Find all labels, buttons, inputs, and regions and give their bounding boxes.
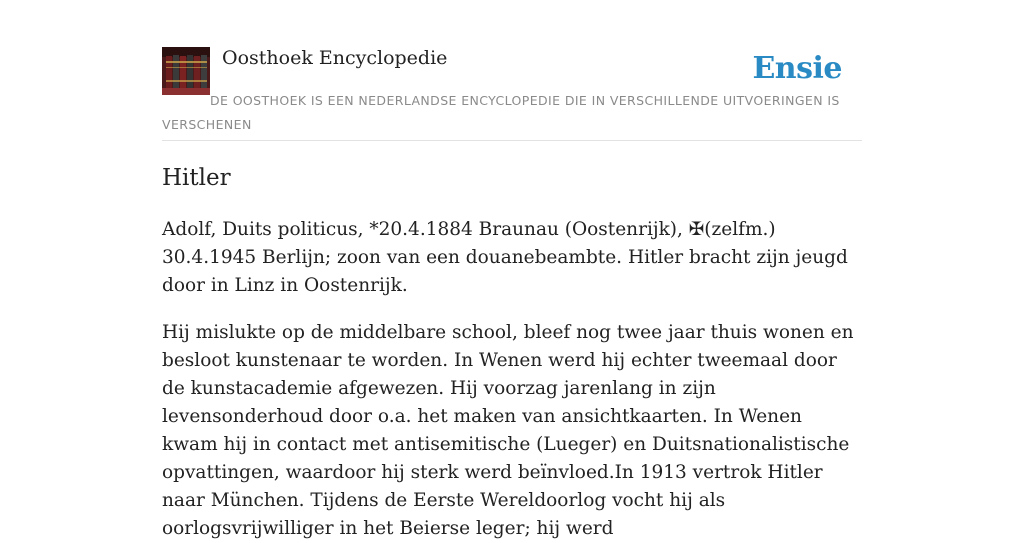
article-paragraph: Adolf, Duits politicus, *20.4.1884 Braunau (Oostenrijk), ✠(zelfm.) 30.4.1945 Berlijn; zoon van een douanebeambte. Hitler bracht zijn jeugd door in Linz in Oostenrijk. bbox=[162, 219, 848, 296]
encyclopedia-books-icon bbox=[162, 47, 210, 95]
site-header bbox=[162, 46, 862, 141]
article bbox=[162, 162, 862, 543]
article-paragraph: Hij mislukte op de middelbare school, bleef nog twee jaar thuis wonen en besloot kunstenaar te worden. In Wenen werd hij echter tweemaal door de kunstacademie afgewezen. Hij voorzag jarenlang in zijn levensonderhoud door o.a. het maken van ansichtkaarten. In Wenen kwam hij in contact met antisemitische (Lueger) en Duitsnationalistische opvattingen, waardoor hij sterk werd beïnvloed.In 1913 vertrok Hitler naar München. Tijdens de Eerste Wereldoorlog vocht hij als oorlogsvrijwilliger in het Beierse leger; hij werd bbox=[162, 322, 854, 539]
brand-logo[interactable]: Ensie bbox=[752, 51, 842, 86]
site-title[interactable]: Oosthoek Encyclopedie bbox=[222, 47, 448, 69]
site-tagline: DE OOSTHOEK IS EEN NEDERLANDSE ENCYCLOPEDIE DIE IN VERSCHILLENDE UITVOERINGEN IS VERSCHENEN bbox=[162, 93, 840, 132]
avatar[interactable] bbox=[162, 47, 210, 95]
article-title: Hitler bbox=[162, 165, 231, 191]
